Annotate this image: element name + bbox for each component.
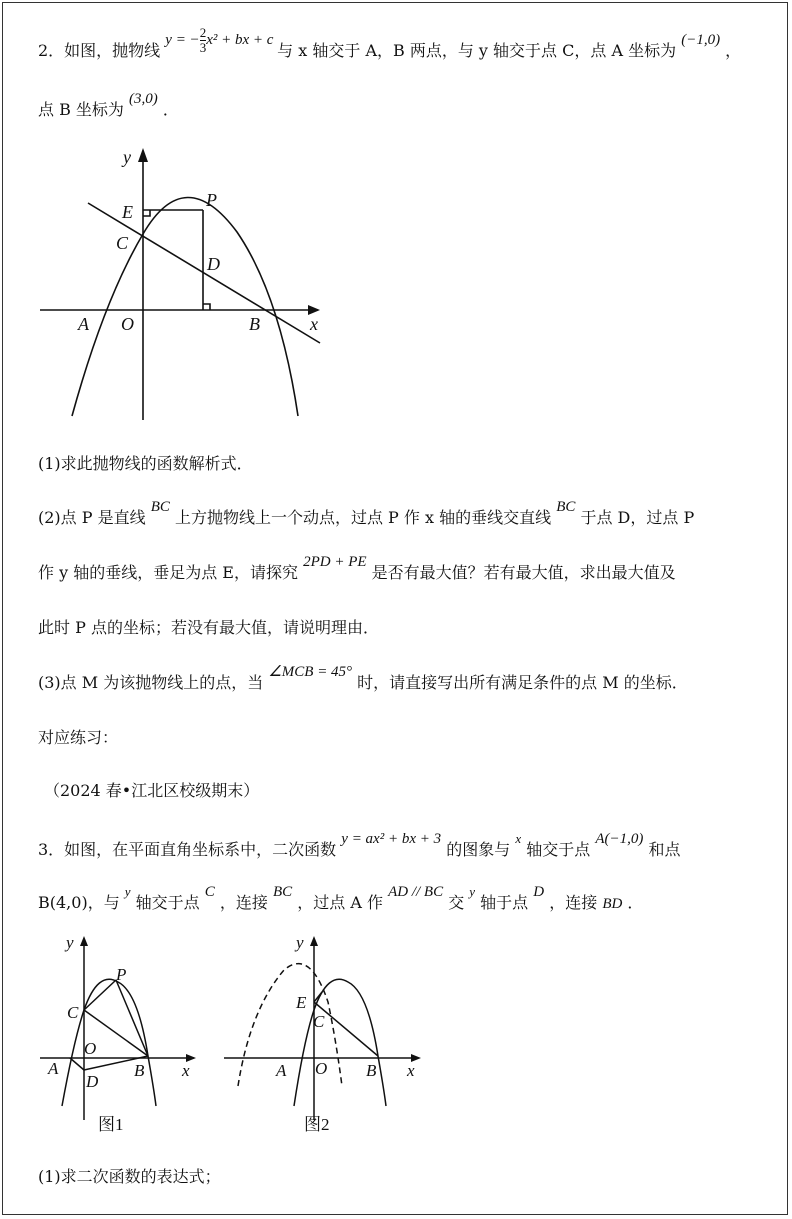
figure-1-caption: 图1 (98, 1115, 124, 1134)
q2-part-2-line-3: 此时 P 点的坐标；若没有最大值，请说明理由． (38, 618, 379, 637)
right-angle-foot (203, 304, 210, 310)
q3-part-1: (1)求二次函数的表达式； (38, 1167, 221, 1186)
label-y: y (296, 933, 304, 952)
label-a: A (276, 1061, 287, 1080)
q2-line-1: 2．如图，抛物线 y = − $\frac{2}{3}$ x² + bx + c 与 x 轴交于 A，B 两点，与 y 轴交于点 C，点 A 坐标为 (−1,0) ， (38, 25, 742, 60)
q3-line-1: 3．如图，在平面直角坐标系中，二次函数 y = ax² + bx + 3 的图象与 $^x$ 轴交于点 A(−1,0) 和点 (38, 831, 681, 859)
y-axis-arrow (310, 936, 318, 946)
label-a: A (78, 314, 89, 334)
label-b: B (366, 1061, 377, 1080)
label-x: x (407, 1061, 415, 1080)
label-x: x (182, 1061, 190, 1080)
q2-part-2-line-2: 作 y 轴的垂线，垂足为点 E，请探究 2PD + PE 是否有最大值？若有最大值，求出最大值及 (38, 554, 676, 582)
label-c: C (67, 1003, 79, 1022)
label-p: P (116, 965, 127, 984)
segment-ad (70, 1058, 84, 1070)
y-axis-arrow (80, 936, 88, 946)
label-c: C (116, 233, 129, 253)
q3-line-2: B(4,0)，与 $^y$ 轴交于点 C ，连接 BC ，过点 A 作 AD // BC 交 $^y$ 轴于点 D ，连接 BD ． (38, 884, 644, 912)
point-b-coordinate: (3,0) (129, 91, 158, 107)
parabola (294, 979, 386, 1106)
label-b: B (249, 314, 260, 334)
label-e: E (122, 202, 133, 222)
label-d: D (207, 254, 220, 274)
label-x: x (310, 314, 318, 334)
q3-figure-2 (218, 930, 433, 1140)
q2-equation: y = − $\frac{2}{3}$ x² + bx + c (165, 25, 274, 55)
label-y: y (123, 147, 131, 167)
right-angle-e (143, 210, 150, 216)
source-note: （2024 春•江北区校级期末） (44, 781, 260, 800)
q2-figure (30, 140, 330, 430)
q2-line-2: 点 B 坐标为 (3,0) ． (38, 91, 179, 119)
label-b: B (134, 1061, 145, 1080)
segment-cp (84, 980, 116, 1010)
q2-part-1: (1)求此抛物线的函数解析式． (38, 454, 253, 473)
q2-part-2-line-1: (2)点 P 是直线 BC 上方抛物线上一个动点，过点 P 作 x 轴的垂线交直线 BC 于点 D，过点 P (38, 499, 695, 527)
q3-figure-1 (36, 930, 206, 1140)
y-axis-arrow (138, 148, 148, 162)
label-a: A (48, 1059, 59, 1078)
label-e: E (296, 993, 307, 1012)
point-a-coordinate: (−1,0) (681, 31, 721, 48)
label-o: O (315, 1059, 328, 1078)
label-o: O (121, 314, 134, 334)
label-o: O (84, 1039, 97, 1058)
label-c: C (313, 1012, 325, 1031)
parabola (72, 197, 298, 416)
label-y: y (66, 933, 74, 952)
q2-part-3: (3)点 M 为该抛物线上的点，当 ∠MCB = 45° 时，请直接写出所有满足条件的点 M 的坐标． (38, 664, 688, 692)
label-p: P (206, 190, 217, 210)
figure-2-caption: 图2 (304, 1115, 330, 1134)
label-d: D (86, 1072, 99, 1091)
practice-title: 对应练习： (38, 728, 119, 747)
